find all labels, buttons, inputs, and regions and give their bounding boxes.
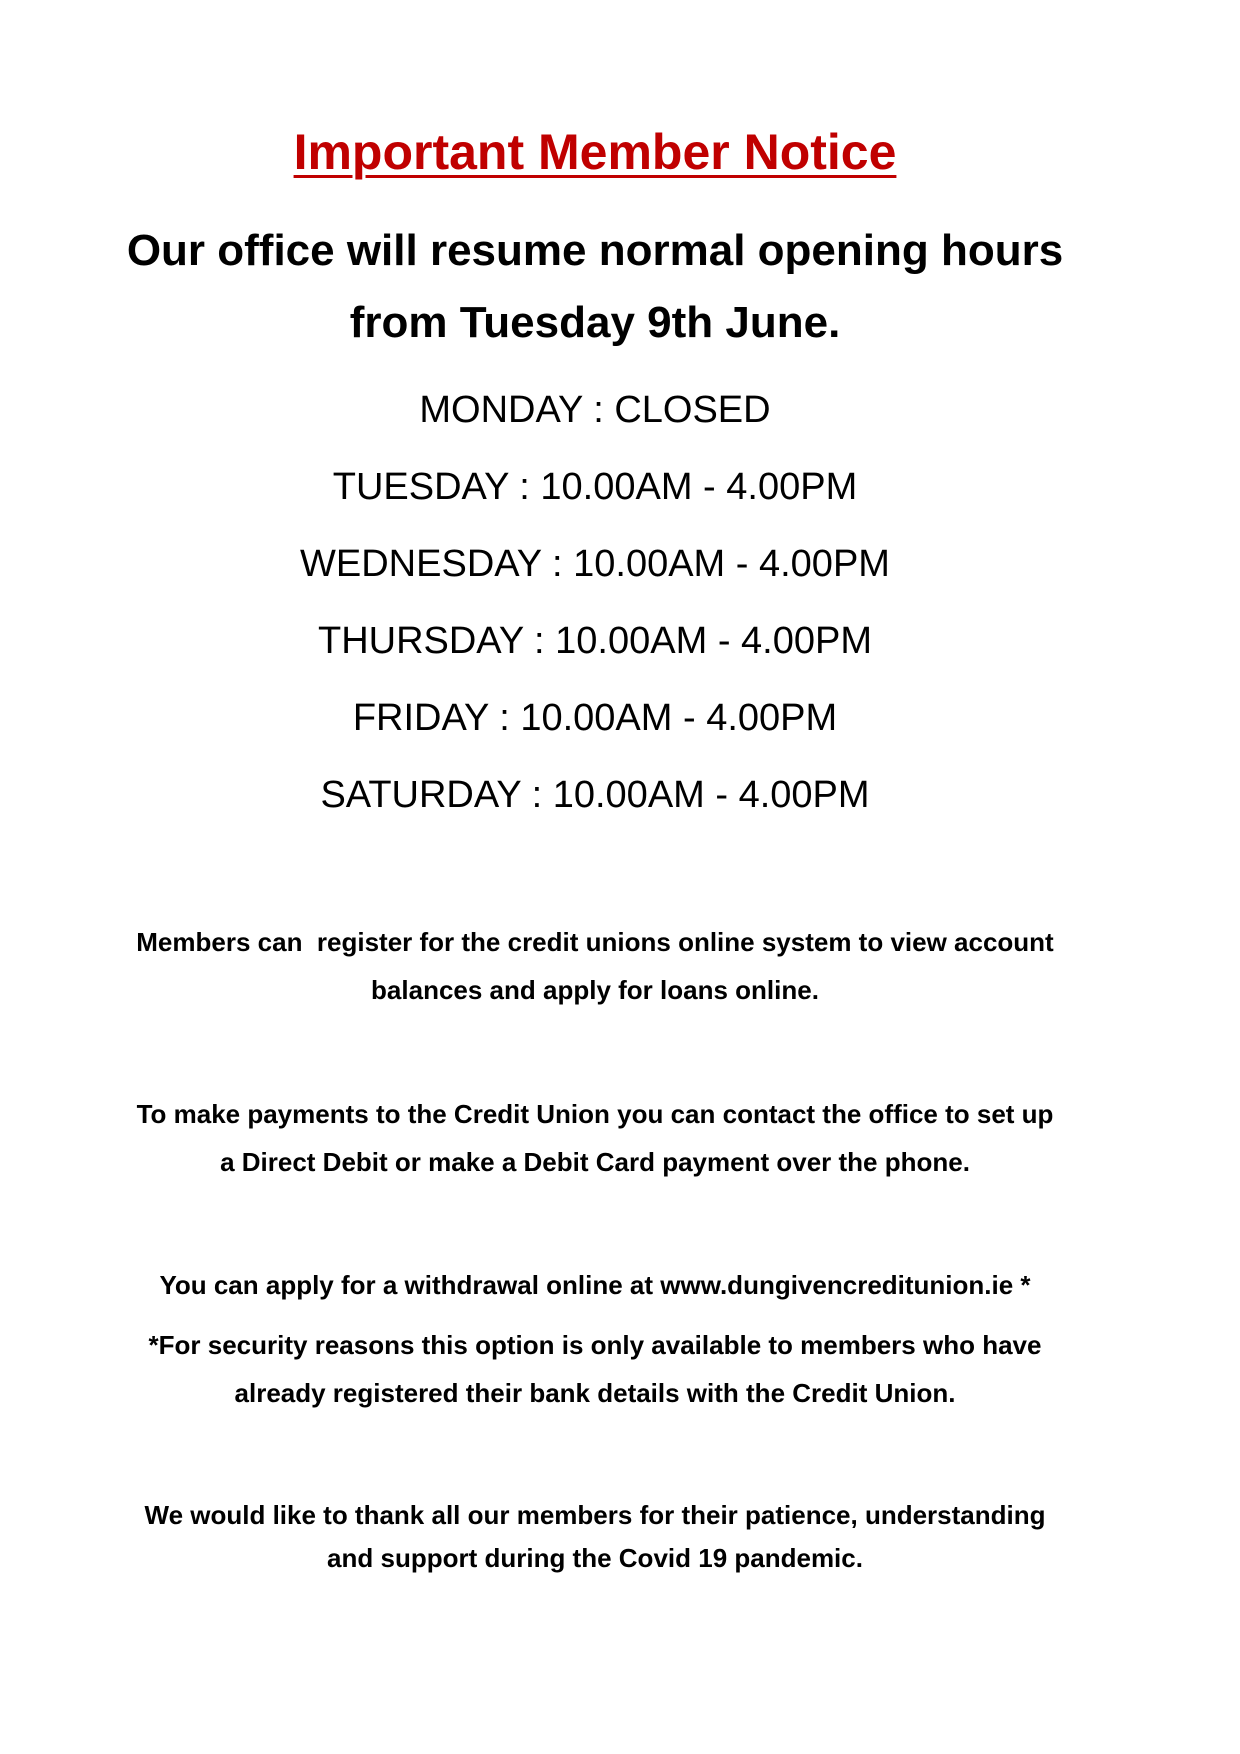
hours-tuesday: TUESDAY : 10.00AM - 4.00PM [332,466,858,508]
online-system-paragraph [0,918,1190,1014]
hours-wednesday: WEDNESDAY : 10.00AM - 4.00PM [300,543,890,585]
notice-subtitle [0,215,1190,359]
online-line-1: Members can register for the credit unions online system to view account [136,927,1054,957]
online-line-2: balances and apply for loans online. [371,975,819,1005]
security-paragraph [0,1321,1190,1417]
payments-paragraph [0,1090,1190,1186]
notice-title: Important Member Notice [293,124,897,180]
security-line-2: already registered their bank details with the Credit Union. [234,1378,956,1408]
subtitle-line-1: Our office will resume normal opening hours [126,226,1064,275]
thanks-line-1: We would like to thank all our members for their patience, understanding [144,1500,1046,1530]
hours-thursday: THURSDAY : 10.00AM - 4.00PM [317,620,872,662]
hours-monday: MONDAY : CLOSED [419,389,771,431]
subtitle-line-2: from Tuesday 9th June. [349,298,841,347]
hours-friday: FRIDAY : 10.00AM - 4.00PM [352,697,838,739]
payments-line-1: To make payments to the Credit Union you can contact the office to set up [136,1099,1054,1129]
security-line-1: *For security reasons this option is only available to members who have [148,1330,1042,1360]
thanks-line-2: and support during the Covid 19 pandemic. [327,1543,863,1573]
withdrawal-paragraph: You can apply for a withdrawal online at www.dungivencreditunion.ie * [159,1270,1031,1300]
thanks-paragraph [0,1494,1190,1580]
opening-hours-list [0,372,1190,834]
hours-saturday: SATURDAY : 10.00AM - 4.00PM [320,774,870,816]
payments-line-2: a Direct Debit or make a Debit Card payment over the phone. [220,1147,970,1177]
